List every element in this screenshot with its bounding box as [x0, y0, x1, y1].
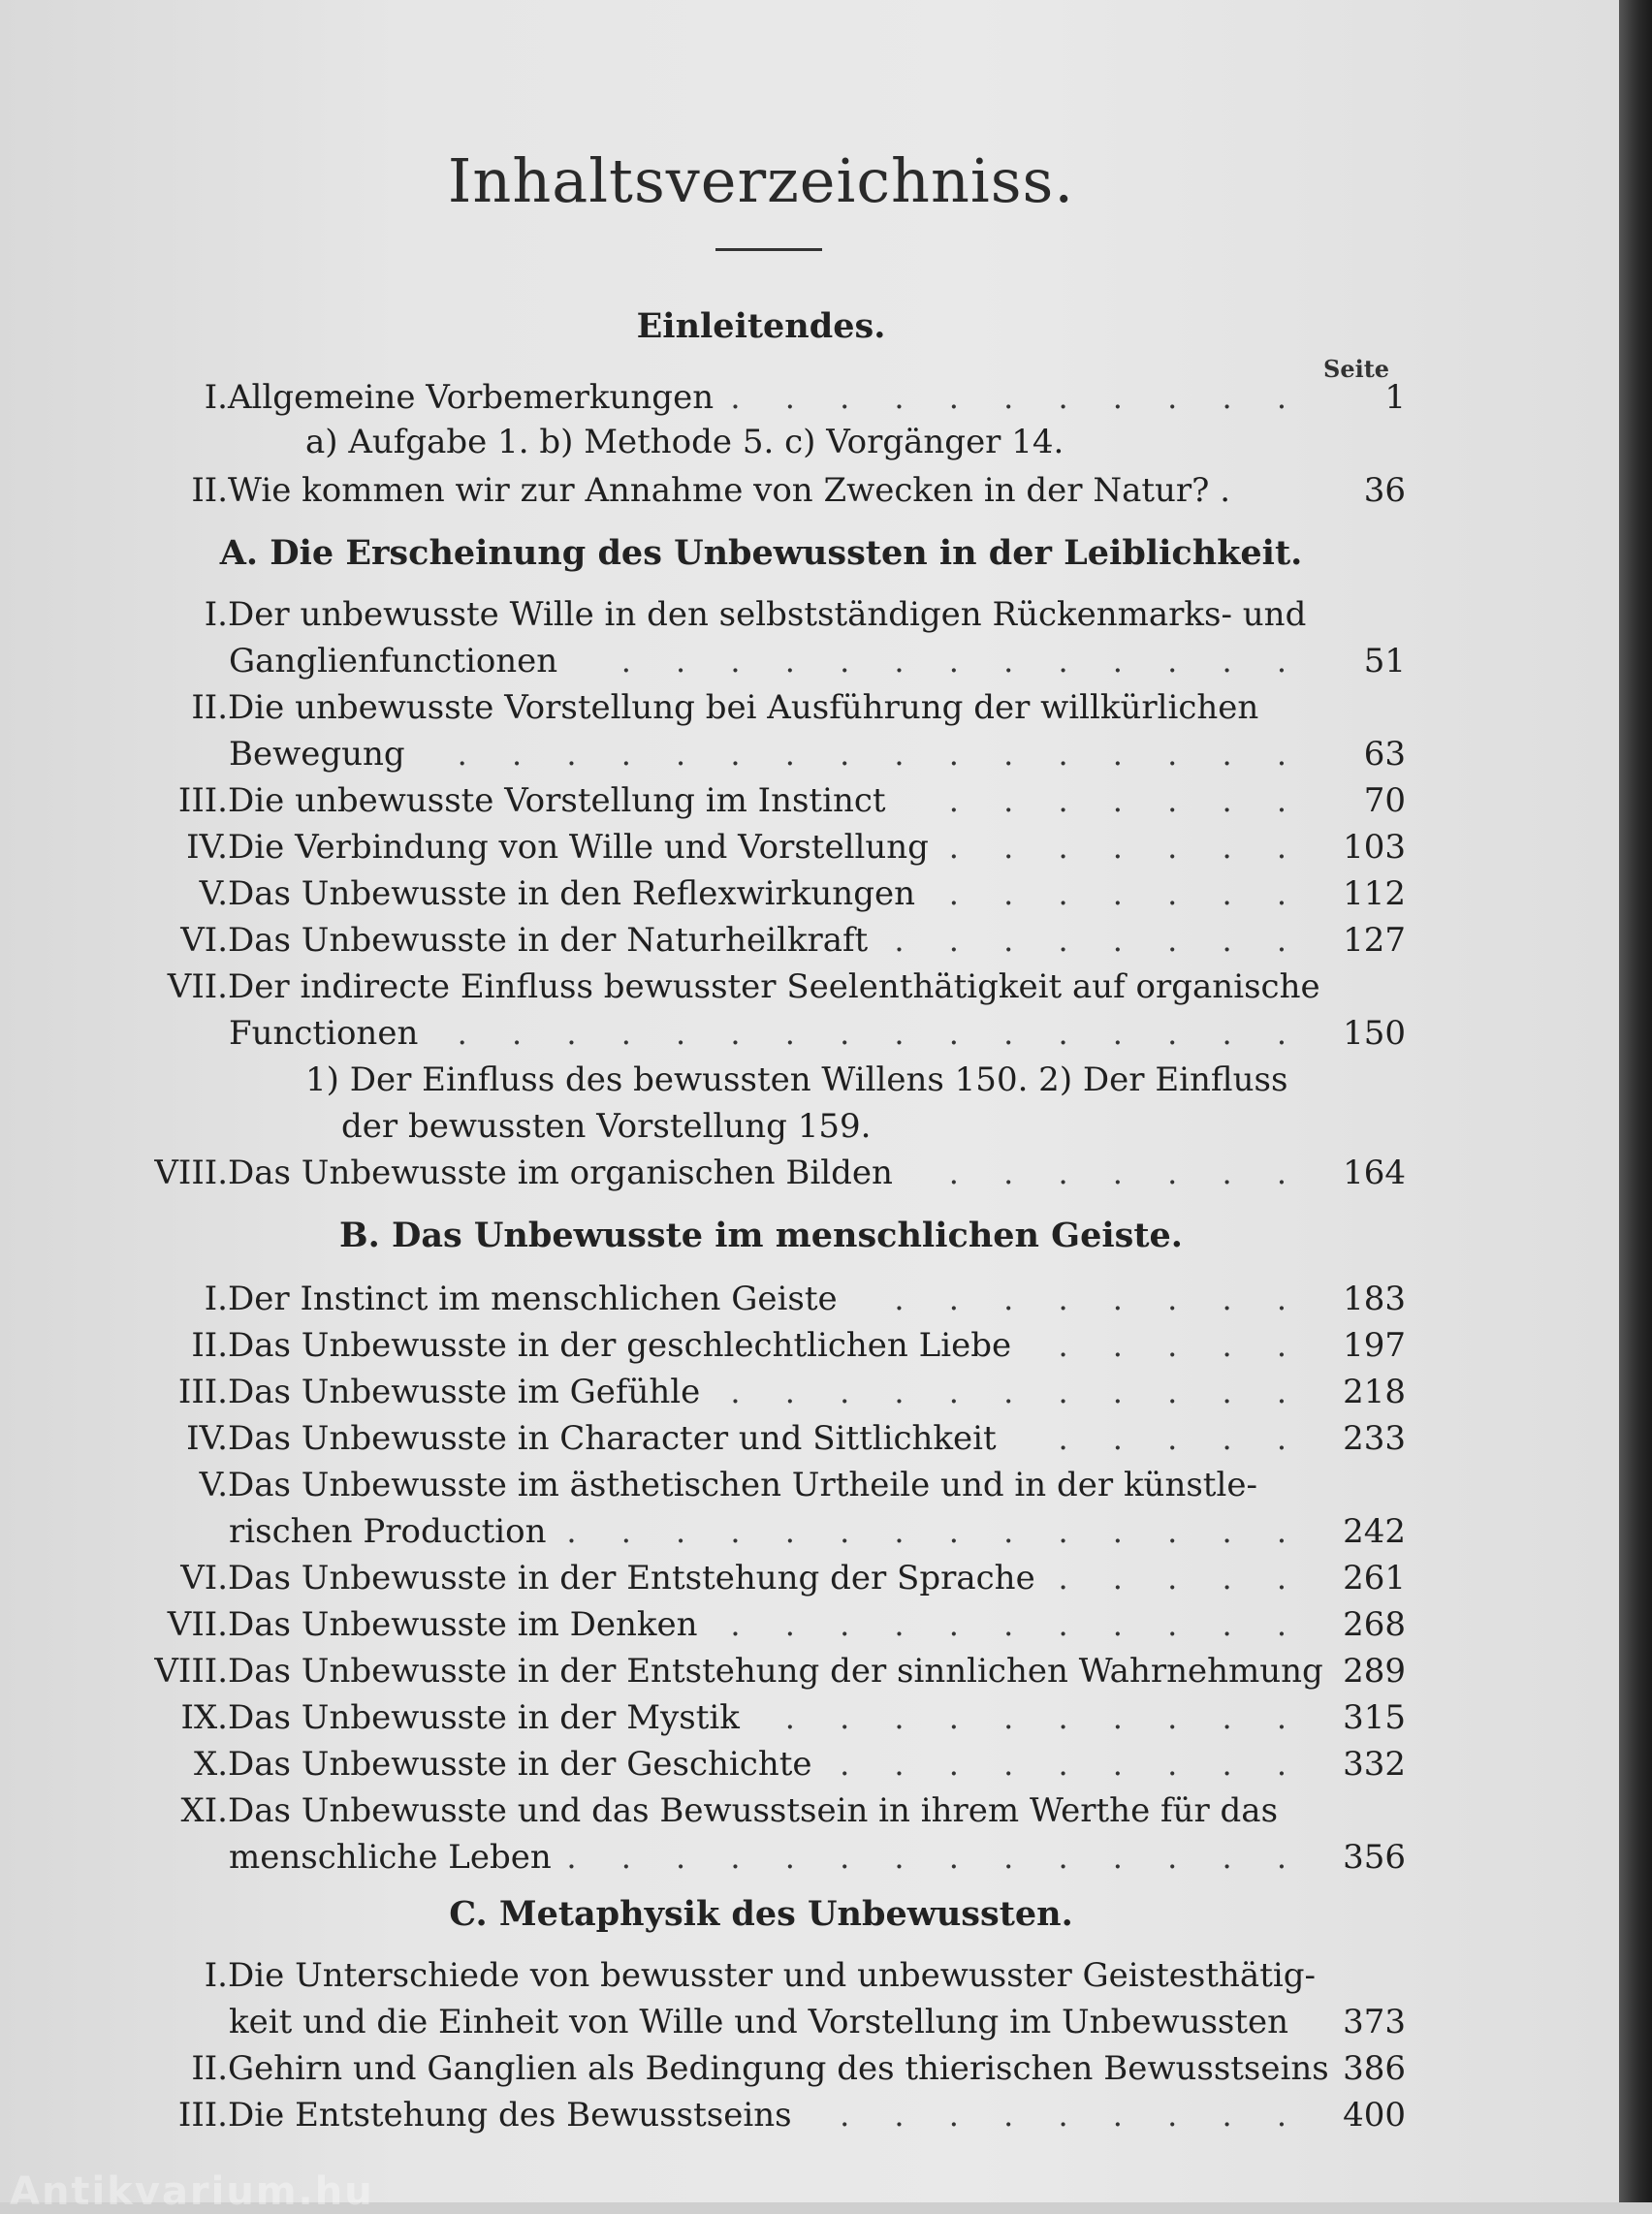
entry-number: III.	[177, 2096, 228, 2135]
entry-title: Das Unbewusste in der Mystik	[228, 1698, 740, 1737]
dot-leader: . . . . . . . . . . . . . . . .	[457, 1015, 1304, 1052]
dot-leader: . . . . . . .	[948, 1154, 1304, 1191]
section-heading-c: C. Metaphysik des Unbewussten.	[449, 1894, 1073, 1934]
dot-leader: . . . . . . . . . . . . .	[620, 643, 1304, 680]
entry-number: I.	[204, 378, 228, 417]
entry-number: IX.	[180, 1698, 228, 1737]
toc-entry	[0, 374, 1406, 421]
toc-entry	[0, 2092, 1406, 2138]
entry-page: 112	[1343, 874, 1406, 913]
entry-title: Der indirecte Einfluss bewusster Seelenthätigkeit auf organische	[228, 967, 1320, 1006]
entry-title: Das Unbewusste in der Entstehung der sinnlichen Wahrnehmung	[228, 1652, 1323, 1691]
entry-page: 103	[1343, 828, 1406, 867]
entry-title: keit und die Einheit von Wille und Vorstellung im Unbewussten	[229, 2003, 1289, 2041]
toc-subentry	[0, 1057, 1406, 1103]
entry-number: II.	[191, 471, 228, 510]
entry-page: 261	[1343, 1559, 1406, 1597]
toc-entry	[0, 2045, 1406, 2092]
toc-entry	[0, 591, 1406, 638]
dot-leader: . . . . . . .	[948, 829, 1304, 866]
toc-entry	[0, 1648, 1406, 1694]
entry-title: Allgemeine Vorbemerkungen	[228, 378, 715, 417]
entry-number: V.	[199, 1466, 228, 1504]
dot-leader: . . . . . . . . . . . . . .	[566, 1513, 1304, 1550]
entry-page: 373	[1343, 2003, 1406, 2041]
entry-title: Die Unterschiede von bewusster und unbewusster Geistesthätig-	[228, 1956, 1316, 1995]
entry-title: Der unbewusste Wille in den selbstständigen Rückenmarks- und	[228, 595, 1307, 634]
entry-number: IV.	[186, 828, 228, 867]
entry-title: Die unbewusste Vorstellung bei Ausführung der willkürlichen	[228, 688, 1259, 727]
entry-title: Functionen	[229, 1014, 419, 1053]
entry-title: Das Unbewusste in der Entstehung der Sprache	[228, 1559, 1035, 1597]
entry-subtitle: 1) Der Einfluss des bewussten Willens 150. 2) Der Einfluss	[305, 1060, 1288, 1099]
dot-leader: . . . . . . . . . . .	[730, 1606, 1304, 1643]
dot-leader: . . . . . . . . . . . . . . . .	[457, 736, 1304, 773]
toc-entry	[0, 1741, 1406, 1787]
toc-entry	[0, 824, 1406, 870]
entry-number: VII.	[167, 967, 228, 1006]
toc-entry	[0, 1555, 1406, 1601]
dot-leader: . . . . .	[1058, 1420, 1304, 1457]
entry-number: I.	[204, 1956, 228, 1995]
entry-page: 332	[1343, 1745, 1406, 1784]
entry-page: 183	[1343, 1280, 1406, 1318]
dot-leader: . . . . . . . . . . .	[730, 379, 1304, 416]
toc-entry	[0, 1415, 1406, 1462]
toc-entry	[0, 684, 1406, 731]
entry-number: VIII.	[154, 1154, 228, 1192]
toc-entry-continuation	[0, 1508, 1406, 1555]
entry-title: Das Unbewusste in Character und Sittlichkeit	[228, 1419, 997, 1458]
entry-title: Das Unbewusste im ästhetischen Urtheile und in der künstle-	[228, 1466, 1257, 1504]
entry-title: Das Unbewusste in der Naturheilkraft	[228, 921, 869, 960]
toc-entry	[0, 1276, 1406, 1322]
entry-page: 150	[1343, 1014, 1406, 1053]
title-rule	[715, 248, 822, 251]
entry-page: 51	[1363, 642, 1406, 680]
toc-entry	[0, 1787, 1406, 1834]
entry-number: IV.	[186, 1419, 228, 1458]
section-heading-b: B. Das Unbewusste im menschlichen Geiste.	[339, 1216, 1183, 1255]
watermark: Antikvarium.hu	[10, 2169, 374, 2214]
dot-leader: . . . . . . .	[948, 875, 1304, 912]
entry-title: Die Verbindung von Wille und Vorstellung	[228, 828, 929, 867]
toc-entry	[0, 1694, 1406, 1741]
entry-title: Das Unbewusste im organischen Bilden	[228, 1154, 893, 1192]
page-edge	[1619, 0, 1652, 2202]
entry-number: I.	[204, 1280, 228, 1318]
toc-entry-continuation	[0, 638, 1406, 684]
toc-entry	[0, 1322, 1406, 1369]
dot-leader: . . . . . . . . .	[840, 1746, 1304, 1783]
entry-page: 36	[1363, 471, 1406, 510]
toc-entry	[0, 1369, 1406, 1415]
entry-number: VII.	[167, 1605, 228, 1644]
entry-title: Wie kommen wir zur Annahme von Zwecken in der Natur? .	[228, 471, 1231, 510]
entry-page: 242	[1343, 1512, 1406, 1551]
toc-entry	[0, 917, 1406, 964]
entry-page: 268	[1343, 1605, 1406, 1644]
entry-number: VIII.	[154, 1652, 228, 1691]
entry-title: Das Unbewusste im Gefühle	[228, 1373, 701, 1411]
entry-title: Das Unbewusste in der geschlechtlichen Liebe	[228, 1326, 1012, 1365]
entry-number: II.	[191, 1326, 228, 1365]
toc-entry	[0, 1601, 1406, 1648]
entry-title: Der Instinct im menschlichen Geiste	[228, 1280, 838, 1318]
entry-title: Ganglienfunctionen	[229, 642, 558, 680]
entry-number: II.	[191, 688, 228, 727]
entry-page: 63	[1363, 735, 1406, 774]
dot-leader: . . . . .	[1058, 1560, 1304, 1597]
entry-number: II.	[191, 2049, 228, 2088]
section-heading-intro: Einleitendes.	[636, 306, 886, 346]
dot-leader: . . . . . . . .	[894, 922, 1304, 959]
dot-leader: . . . . . . .	[948, 782, 1304, 819]
toc-subentry	[0, 1103, 1406, 1150]
entry-page: 164	[1343, 1154, 1406, 1192]
entry-number: VI.	[180, 1559, 228, 1597]
dot-leader: . . . . . . . . . .	[784, 1699, 1304, 1736]
toc-entry-continuation	[0, 1999, 1406, 2045]
toc-entry	[0, 964, 1406, 1010]
entry-page: 400	[1343, 2096, 1406, 2135]
entry-number: III.	[177, 781, 228, 820]
entry-subtitle: a) Aufgabe 1. b) Methode 5. c) Vorgänger 14.	[305, 423, 1064, 461]
entry-page: 386	[1343, 2049, 1406, 2088]
entry-page: 197	[1343, 1326, 1406, 1365]
entry-number: I.	[204, 595, 228, 634]
entry-title: Das Unbewusste im Denken	[228, 1605, 698, 1644]
toc-entry	[0, 1462, 1406, 1508]
page-title: Inhaltsverzeichniss.	[447, 145, 1075, 216]
dot-leader: . . . . .	[1058, 1327, 1304, 1364]
entry-title: Die Entstehung des Bewusstseins	[228, 2096, 792, 2135]
entry-title: Das Unbewusste in der Geschichte	[228, 1745, 812, 1784]
entry-number: X.	[193, 1745, 228, 1784]
dot-leader: . . . . . . . .	[894, 1281, 1304, 1317]
toc-entry-continuation	[0, 1834, 1406, 1881]
toc-entry	[0, 467, 1406, 514]
entry-subtitle: der bewussten Vorstellung 159.	[341, 1107, 872, 1146]
dot-leader: . . . . . . . . . . .	[730, 1374, 1304, 1410]
dot-leader: . . . . . . . . .	[840, 2097, 1304, 2134]
page-column-label: Seite	[1323, 355, 1390, 383]
entry-number: XI.	[180, 1791, 228, 1830]
entry-page: 1	[1384, 378, 1406, 417]
toc-entry	[0, 777, 1406, 824]
entry-page: 218	[1343, 1373, 1406, 1411]
entry-title: rischen Production	[229, 1512, 547, 1551]
toc-entry	[0, 870, 1406, 917]
toc-entry	[0, 1150, 1406, 1196]
dot-leader: . . . . . . . . . . . . . .	[566, 1839, 1304, 1876]
entry-page: 356	[1343, 1838, 1406, 1877]
section-heading-a: A. Die Erscheinung des Unbewussten in der Leiblichkeit.	[219, 533, 1303, 573]
entry-page: 70	[1363, 781, 1406, 820]
entry-page: 315	[1343, 1698, 1406, 1737]
toc-entry-continuation	[0, 1010, 1406, 1057]
entry-title: menschliche Leben	[229, 1838, 552, 1877]
entry-page: 127	[1343, 921, 1406, 960]
toc-entry	[0, 1952, 1406, 1999]
entry-title: Gehirn und Ganglien als Bedingung des thierischen Bewusstseins	[228, 2049, 1329, 2088]
toc-subentry	[0, 419, 1406, 465]
entry-number: V.	[199, 874, 228, 913]
entry-title: Bewegung	[229, 735, 405, 774]
entry-title: Das Unbewusste in den Reflexwirkungen	[228, 874, 915, 913]
entry-page: 233	[1343, 1419, 1406, 1458]
toc-entry-continuation	[0, 731, 1406, 777]
entry-title: Die unbewusste Vorstellung im Instinct	[228, 781, 886, 820]
entry-page: 289	[1343, 1652, 1406, 1691]
entry-number: VI.	[180, 921, 228, 960]
entry-title: Das Unbewusste und das Bewusstsein in ihrem Werthe für das	[228, 1791, 1279, 1830]
entry-number: III.	[177, 1373, 228, 1411]
